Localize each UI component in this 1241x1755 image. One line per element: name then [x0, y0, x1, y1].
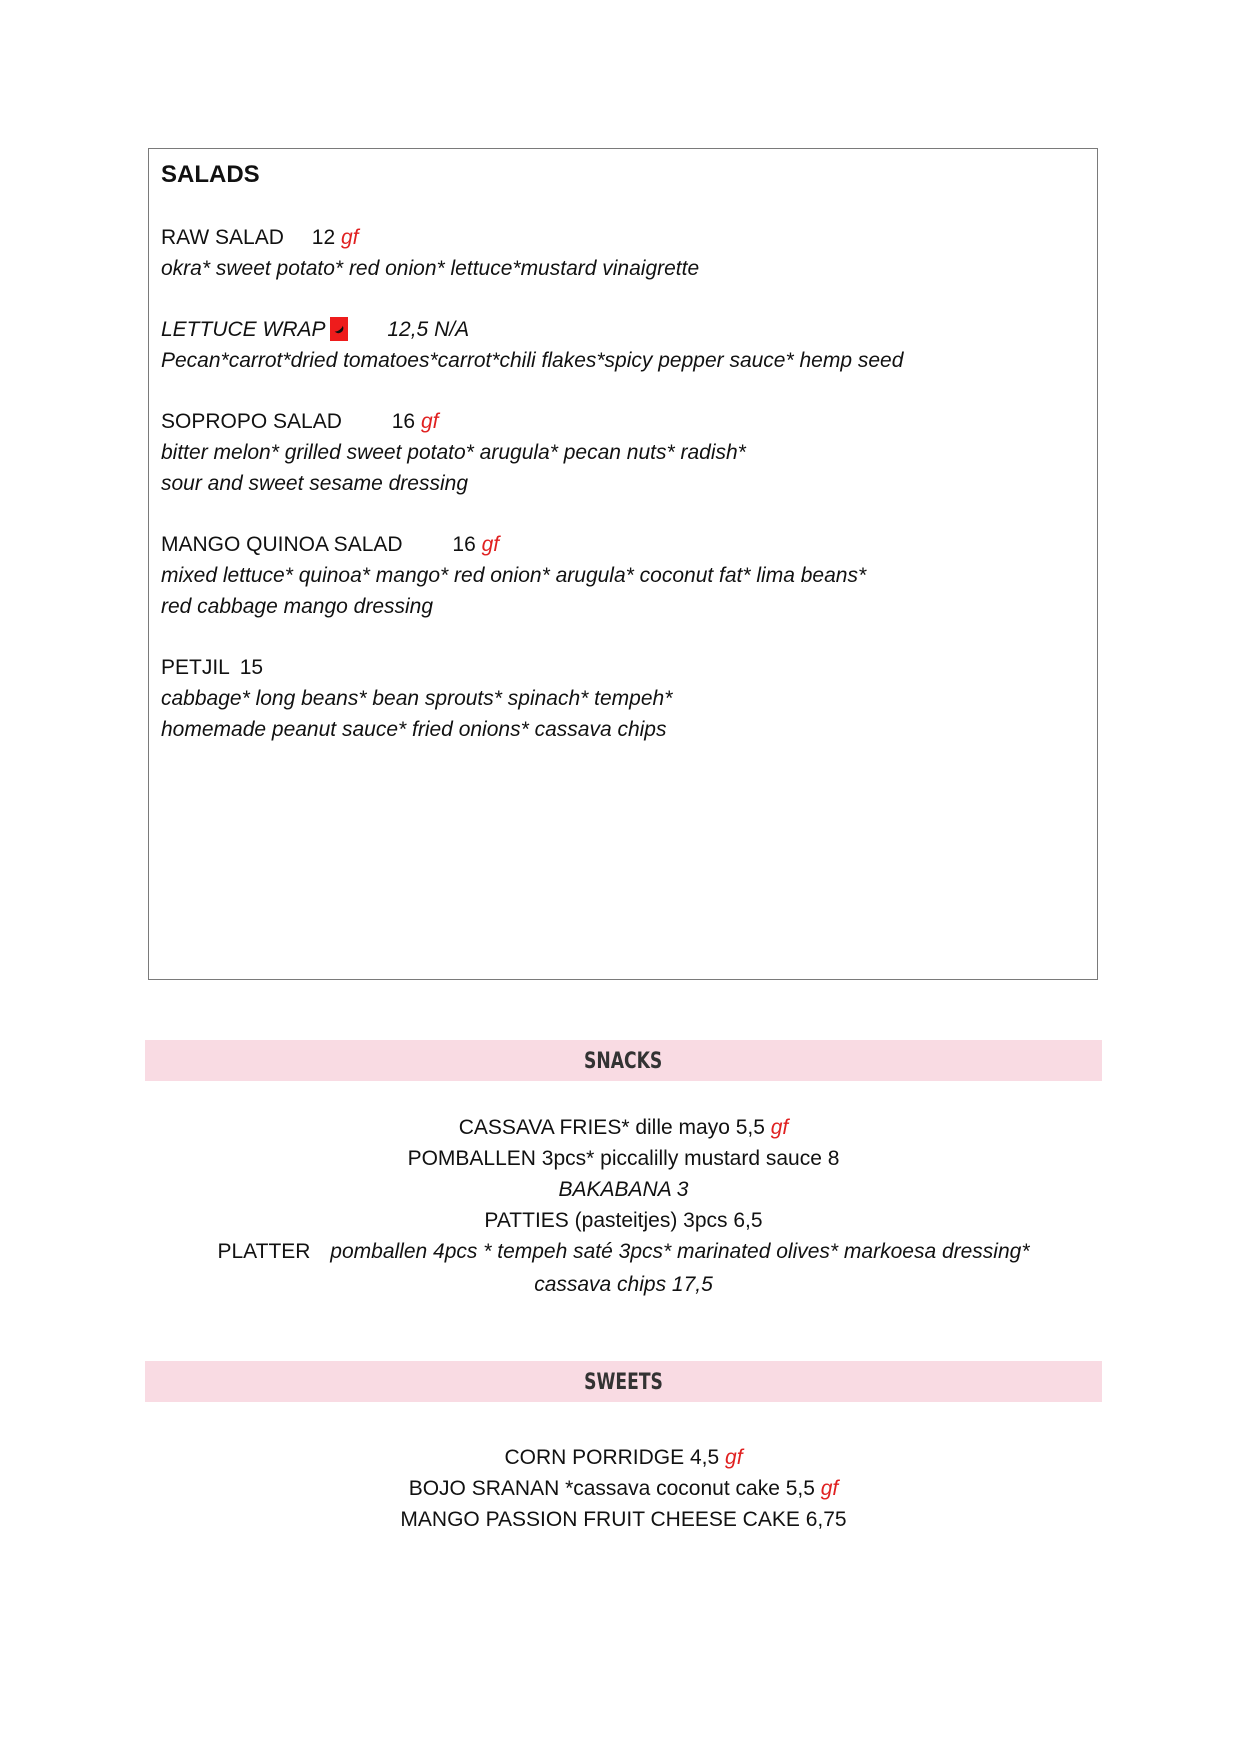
dish-raw-salad	[161, 222, 1085, 284]
dish-description: okra* sweet potato* red onion* lettuce*mustard vinaigrette	[161, 257, 700, 280]
snacks-title: SNACKS	[584, 1049, 663, 1074]
snack-item-patties: PATTIES (pasteitjes) 3pcs 6,5	[484, 1209, 763, 1232]
snack-text: CASSAVA FRIES* dille mayo 5,5	[458, 1116, 765, 1139]
sweet-text: BOJO SRANAN *cassava coconut cake 5,5	[408, 1477, 815, 1500]
salads-title: SALADS	[161, 161, 260, 188]
dish-price: 15	[239, 656, 264, 679]
dish-name: SOPROPO SALAD	[161, 410, 342, 433]
gluten-free-tag: gf	[340, 226, 359, 249]
platter-description-cont: cassava chips 17,5	[534, 1273, 713, 1296]
snack-item-platter	[145, 1236, 1102, 1267]
dish-price: 12,5 N/A	[387, 318, 470, 341]
gluten-free-tag: gf	[820, 1477, 839, 1500]
dish-name: RAW SALAD	[161, 226, 284, 249]
snack-item-pomballen: POMBALLEN 3pcs* piccalilly mustard sauce 8	[407, 1147, 840, 1170]
dish-description: mixed lettuce* quinoa* mango* red onion* arugula* coconut fat* lima beans*	[161, 564, 867, 587]
snacks-banner	[145, 1040, 1102, 1081]
sweet-text: CORN PORRIDGE 4,5	[504, 1446, 720, 1469]
chili-pepper-icon	[330, 317, 348, 341]
snacks-list	[145, 1112, 1102, 1300]
dish-name: LETTUCE WRAP	[161, 318, 326, 341]
dish-price: 16	[452, 533, 476, 556]
dish-price: 12	[311, 226, 336, 249]
sweet-item-mango-cheese-cake: MANGO PASSION FRUIT CHEESE CAKE 6,75	[400, 1508, 847, 1531]
gluten-free-tag: gf	[481, 533, 500, 556]
sweet-item-bojo-sranan	[145, 1473, 1102, 1504]
dish-sopropo-salad	[161, 406, 1085, 499]
dish-lettuce-wrap	[161, 314, 1085, 376]
sweets-title: SWEETS	[584, 1370, 663, 1395]
dish-description: red cabbage mango dressing	[161, 595, 434, 618]
dish-description: Pecan*carrot*dried tomatoes*carrot*chili flakes*spicy pepper sauce* hemp seed	[161, 349, 904, 372]
dish-mango-quinoa-salad	[161, 529, 1085, 622]
dish-description: homemade peanut sauce* fried onions* cassava chips	[161, 718, 667, 741]
sweet-item-corn-porridge	[145, 1442, 1102, 1473]
gluten-free-tag: gf	[420, 410, 439, 433]
dish-name: PETJIL	[161, 656, 230, 679]
snack-item-cassava-fries	[145, 1112, 1102, 1143]
gluten-free-tag: gf	[770, 1116, 789, 1139]
salads-section	[148, 148, 1098, 980]
dish-petjil	[161, 652, 1085, 745]
dish-description: cabbage* long beans* bean sprouts* spinach* tempeh*	[161, 687, 673, 710]
snack-item-bakabana: BAKABANA 3	[558, 1178, 689, 1201]
sweets-list	[145, 1442, 1102, 1535]
gluten-free-tag: gf	[725, 1446, 743, 1469]
dish-description: sour and sweet sesame dressing	[161, 472, 468, 495]
platter-label: PLATTER	[217, 1240, 311, 1263]
dish-name: MANGO QUINOA SALAD	[161, 533, 403, 556]
dish-description: bitter melon* grilled sweet potato* arugula* pecan nuts* radish*	[161, 441, 746, 464]
sweets-banner	[145, 1361, 1102, 1402]
dish-price: 16	[391, 410, 416, 433]
platter-description: pomballen 4pcs * tempeh saté 3pcs* marinated olives* markoesa dressing*	[330, 1240, 1030, 1263]
